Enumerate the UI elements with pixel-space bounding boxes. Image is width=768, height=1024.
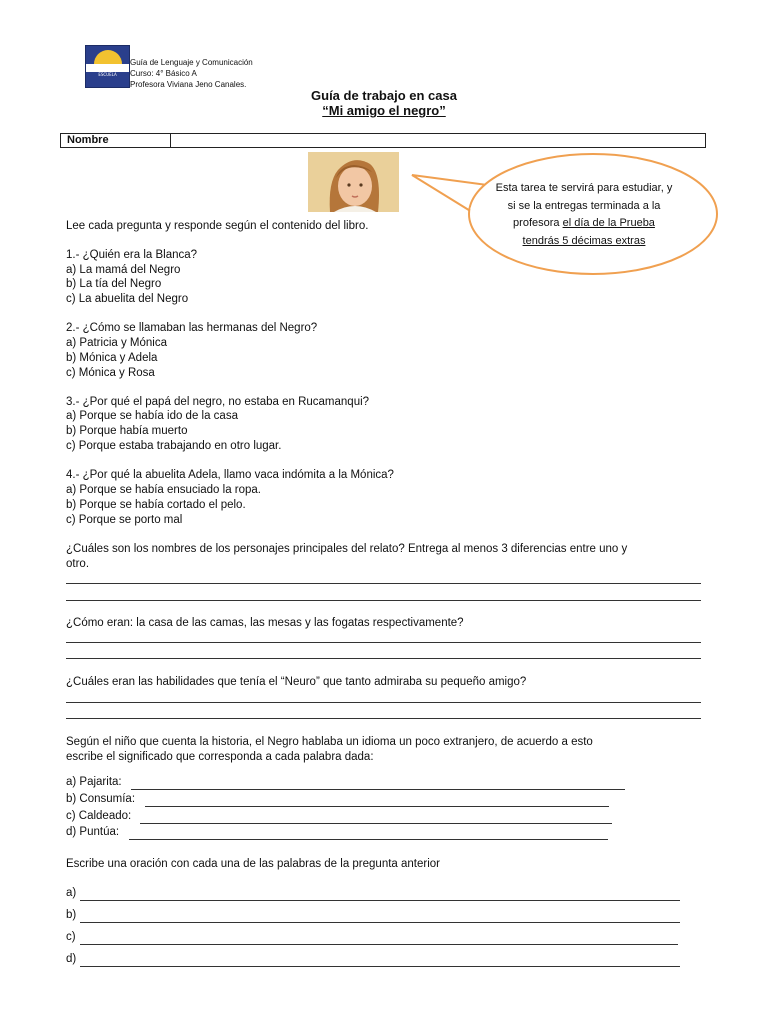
question-3: 3.- ¿Por qué el papá del negro, no estaba en Rucamanqui? [66, 396, 370, 408]
sentence-label-c: c) [66, 931, 76, 943]
bubble-text-emphasis: el día de la Prueba tendrás 5 décimas extras [522, 217, 655, 247]
sentence-answer-d-line[interactable] [80, 966, 680, 967]
open-question-3: ¿Cuáles eran las habilidades que tenía el “Neuro” que tanto admiraba su pequeño amigo? [66, 676, 527, 688]
answer-line[interactable] [66, 702, 701, 703]
bubble-text-part1: Esta tarea te servirá para estudiar, y si se la entregas terminada a la profesora [495, 182, 673, 229]
answer-line[interactable] [66, 600, 701, 601]
question-2-option-b[interactable]: b) Mónica y Adela [66, 352, 158, 364]
bubble-text [495, 180, 673, 250]
sentence-label-d: d) [66, 953, 77, 965]
logo-text: ESCUELA [98, 72, 117, 77]
answer-line[interactable] [66, 718, 701, 719]
logo-sun-shape [94, 50, 122, 64]
child-portrait-image [308, 152, 399, 212]
question-2-option-a[interactable]: a) Patricia y Mónica [66, 337, 167, 349]
question-2-option-c[interactable]: c) Mónica y Rosa [66, 367, 155, 379]
sentence-label-a: a) [66, 887, 77, 899]
vocab-word-c: c) Caldeado: [66, 810, 132, 822]
question-3-option-a[interactable]: a) Porque se había ido de la casa [66, 410, 238, 422]
name-field[interactable] [172, 134, 705, 147]
vocab-intro-line2: escribe el significado que corresponda a cada palabra dada: [66, 751, 374, 763]
vocab-word-a: a) Pajarita: [66, 776, 122, 788]
question-3-option-b[interactable]: b) Porque había muerto [66, 425, 188, 437]
question-4-option-b[interactable]: b) Porque se había cortado el pelo. [66, 499, 246, 511]
question-4: 4.- ¿Por qué la abuelita Adela, llamo vaca indómita a la Mónica? [66, 469, 394, 481]
question-2: 2.- ¿Cómo se llamaban las hermanas del Negro? [66, 322, 318, 334]
vocab-answer-a-line[interactable] [131, 789, 625, 790]
sentence-answer-c-line[interactable] [80, 944, 678, 945]
question-4-option-a[interactable]: a) Porque se había ensuciado la ropa. [66, 484, 261, 496]
name-table [60, 133, 706, 148]
course-line: Curso: 4° Básico A [130, 69, 197, 78]
teacher-line: Profesora Viviana Jeno Canales. [130, 80, 247, 89]
instructions: Lee cada pregunta y responde según el contenido del libro. [66, 220, 369, 232]
page-subtitle: “Mi amigo el negro” [322, 103, 446, 118]
vocab-answer-b-line[interactable] [145, 806, 609, 807]
vocab-word-b: b) Consumía: [66, 793, 136, 805]
answer-line[interactable] [66, 658, 701, 659]
vocab-answer-c-line[interactable] [140, 823, 612, 824]
question-1-option-c[interactable]: c) La abuelita del Negro [66, 293, 189, 305]
vocab-word-d: d) Puntúa: [66, 826, 120, 838]
question-3-option-c[interactable]: c) Porque estaba trabajando en otro lugar. [66, 440, 282, 452]
vocab-intro-line1: Según el niño que cuenta la historia, el Negro hablaba un idioma un poco extranjero, de acuerdo a esto [66, 736, 593, 748]
open-question-1-cont: otro. [66, 558, 90, 570]
page-title: Guía de trabajo en casa [311, 88, 457, 103]
question-1-option-b[interactable]: b) La tía del Negro [66, 278, 162, 290]
sentence-answer-b-line[interactable] [80, 922, 680, 923]
sentences-intro: Escribe una oración con cada una de las palabras de la pregunta anterior [66, 858, 440, 870]
subject-line: Guía de Lenguaje y Comunicación [130, 58, 253, 67]
school-logo [85, 45, 130, 88]
sentence-answer-a-line[interactable] [80, 900, 680, 901]
question-4-option-c[interactable]: c) Porque se porto mal [66, 514, 183, 526]
course-header [130, 57, 253, 90]
open-question-2: ¿Cómo eran: la casa de las camas, las mesas y las fogatas respectivamente? [66, 617, 464, 629]
name-label: Nombre [61, 134, 171, 147]
vocab-answer-d-line[interactable] [129, 839, 608, 840]
logo-band [86, 64, 129, 72]
answer-line[interactable] [66, 583, 701, 584]
question-1-option-a[interactable]: a) La mamá del Negro [66, 264, 181, 276]
open-question-1: ¿Cuáles son los nombres de los personajes principales del relato? Entrega al menos 3 diferencias entre uno y [66, 543, 628, 555]
answer-line[interactable] [66, 642, 701, 643]
sentence-label-b: b) [66, 909, 77, 921]
question-1: 1.- ¿Quién era la Blanca? [66, 249, 198, 261]
